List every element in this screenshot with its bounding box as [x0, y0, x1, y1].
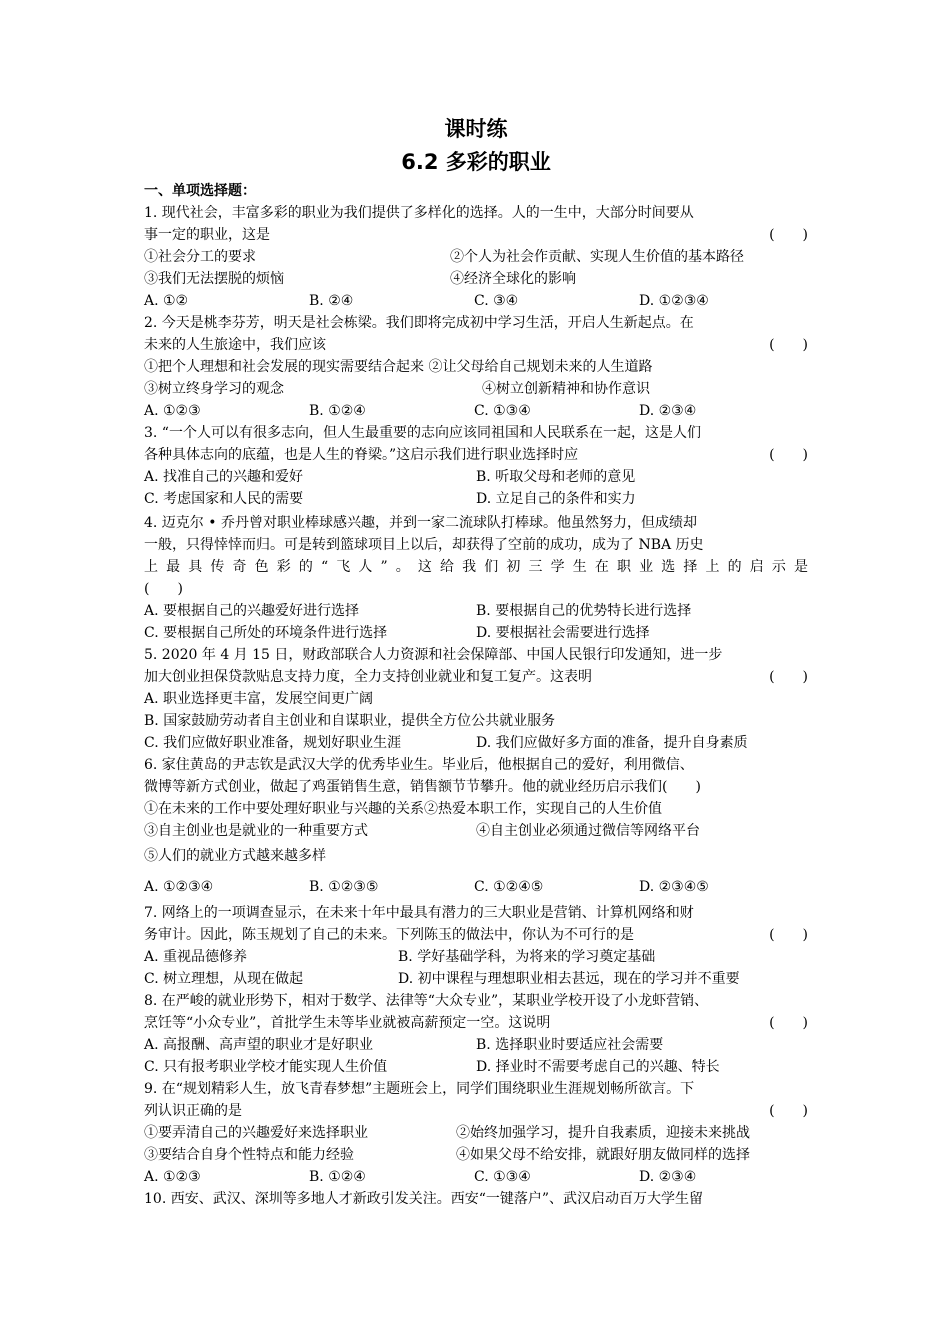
choice-a: A. 重视品德修养	[144, 949, 248, 965]
question-stem: 3. “一个人可以有很多志向，但人生最重要的志向应该同祖国和人民联系在一起，这是人们	[144, 425, 701, 441]
choice-b: B. 要根据自己的优势特长进行选择	[476, 603, 692, 619]
choice-a: A. ①②	[144, 293, 189, 309]
question-5	[144, 644, 808, 754]
question-10	[144, 1188, 808, 1210]
choice-a: A. ①②③	[144, 1169, 201, 1185]
choice-c: C. 只有报考职业学校才能实现人生价值	[144, 1059, 388, 1075]
option-item: ③要结合自身个性特点和能力经验	[144, 1147, 354, 1163]
question-2	[144, 312, 808, 422]
option-item: ③自主创业也是就业的一种重要方式	[144, 823, 368, 839]
choice-c: C. 我们应做好职业准备，规划好职业生涯	[144, 735, 402, 751]
choice-c: C. ①③④	[474, 1169, 531, 1185]
answer-blank: ( )	[769, 669, 808, 685]
choice-d: D. ①②③④	[639, 293, 709, 309]
question-stem: 5. 2020 年 4 月 15 日，财政部联合人力资源和社会保障部、中国人民银行印发通知，进一步	[144, 647, 723, 663]
answer-blank: ( )	[769, 337, 808, 353]
choice-b: B. 国家鼓励劳动者自主创业和自谋职业，提供全方位公共就业服务	[144, 713, 556, 729]
question-stem: 事一定的职业，这是	[144, 227, 270, 243]
question-stem: 4. 迈克尔 • 乔丹曾对职业棒球感兴趣，并到一家二流球队打棒球。他虽然努力，但成绩却	[144, 515, 697, 531]
choice-b: B. ①②③⑤	[309, 879, 379, 895]
choice-c: C. ①③④	[474, 403, 531, 419]
option-item: ①把个人理想和社会发展的现实需要结合起来 ②让父母给自己规划未来的人生道路	[144, 359, 653, 375]
option-item: ④如果父母不给安排，就跟好朋友做同样的选择	[456, 1147, 750, 1163]
choice-d: D. 择业时不需要考虑自己的兴趣、特长	[476, 1059, 720, 1075]
choice-a: A. 职业选择更丰富，发展空间更广阔	[144, 691, 374, 707]
question-stem: 加大创业担保贷款贴息支持力度，全力支持创业就业和复工复产。这表明	[144, 669, 592, 685]
question-stem: 务审计。因此，陈玉规划了自己的未来。下列陈玉的做法中，你认为不可行的是	[144, 927, 634, 943]
option-item: ④经济全球化的影响	[450, 271, 576, 287]
question-stem: 一般，只得悻悻而归。可是转到篮球项目上以后，却获得了空前的成功，成为了 NBA 历史	[144, 537, 704, 553]
question-6	[144, 754, 808, 898]
answer-blank: ( )	[769, 1103, 808, 1119]
worksheet-page	[144, 112, 808, 1210]
choice-a: A. ①②③④	[144, 879, 214, 895]
question-stem: 上最具传奇色彩的“飞人”。这给我们初三学生在职业选择上的启示是	[144, 559, 808, 575]
option-item: ④自主创业必须通过微信等网络平台	[476, 823, 700, 839]
answer-blank: ( )	[769, 1015, 808, 1031]
choice-c: C. 考虑国家和人民的需要	[144, 491, 304, 507]
section-heading: 一、单项选择题：	[144, 183, 256, 199]
choice-b: B. ②④	[309, 293, 354, 309]
question-stem: 6. 家住黄岛的尹志钦是武汉大学的优秀毕业生。毕业后，他根据自己的爱好，利用微信、	[144, 757, 694, 773]
option-item: ②始终加强学习，提升自我素质，迎接未来挑战	[456, 1125, 750, 1141]
option-item: ①在未来的工作中要处理好职业与兴趣的关系②热爱本职工作，实现自己的人生价值	[144, 801, 662, 817]
choice-d: D. 要根据社会需要进行选择	[476, 625, 650, 641]
choice-a: A. 找准自己的兴趣和爱好	[144, 469, 304, 485]
question-8	[144, 990, 808, 1078]
question-stem: 1. 现代社会，丰富多彩的职业为我们提供了多样化的选择。人的一生中，大部分时间要从	[144, 205, 694, 221]
question-3	[144, 422, 808, 510]
question-stem: 10. 西安、武汉、深圳等多地人才新政引发关注。西安“一键落户”、武汉启动百万大学生留	[144, 1191, 704, 1207]
question-stem: 2. 今天是桃李芬芳，明天是社会栋梁。我们即将完成初中学习生活，开启人生新起点。在	[144, 315, 694, 331]
question-stem: 微博等新方式创业，做起了鸡蛋销售生意，销售额节节攀升。他的就业经历启示我们( )	[144, 779, 701, 795]
choice-d: D. 立足自己的条件和实力	[476, 491, 636, 507]
choice-c: C. ①②④⑤	[474, 879, 544, 895]
option-item: ②个人为社会作贡献、实现人生价值的基本路径	[450, 249, 744, 265]
question-stem: 列认识正确的是	[144, 1103, 242, 1119]
option-item: ①社会分工的要求	[144, 249, 256, 265]
choice-c: C. 树立理想，从现在做起	[144, 971, 304, 987]
option-item: ③树立终身学习的观念	[144, 381, 284, 397]
answer-blank: ( )	[144, 581, 183, 597]
question-stem: 8. 在严峻的就业形势下，相对于数学、法律等“大众专业”，某职业学校开设了小龙虾营销、	[144, 993, 709, 1009]
choice-d: D. 初中课程与理想职业相去甚远，现在的学习并不重要	[398, 971, 740, 987]
choice-a: A. ①②③	[144, 403, 201, 419]
question-7	[144, 902, 808, 990]
question-stem: 9. 在“规划精彩人生，放飞青春梦想”主题班会上，同学们围绕职业生涯规划畅所欲言。下	[144, 1081, 695, 1097]
question-4	[144, 512, 808, 644]
choice-d: D. ②③④⑤	[639, 879, 709, 895]
choice-a: A. 高报酬、高声望的职业才是好职业	[144, 1037, 374, 1053]
choice-b: B. 学好基础学科，为将来的学习奠定基础	[398, 949, 656, 965]
choice-d: D. 我们应做好多方面的准备，提升自身素质	[476, 735, 748, 751]
choice-a: A. 要根据自己的兴趣爱好进行选择	[144, 603, 360, 619]
question-1	[144, 202, 808, 312]
choice-b: B. ①②④	[309, 403, 366, 419]
option-item: ①要弄清自己的兴趣爱好来选择职业	[144, 1125, 368, 1141]
option-item: ③我们无法摆脱的烦恼	[144, 271, 284, 287]
choice-d: D. ②③④	[639, 403, 697, 419]
choice-c: C. ③④	[474, 293, 519, 309]
choice-b: B. 选择职业时要适应社会需要	[476, 1037, 664, 1053]
question-stem: 7. 网络上的一项调查显示，在未来十年中最具有潜力的三大职业是营销、计算机网络和财	[144, 905, 694, 921]
choice-d: D. ②③④	[639, 1169, 697, 1185]
choice-c: C. 要根据自己所处的环境条件进行选择	[144, 625, 388, 641]
question-stem: 各种具体志向的底蕴，也是人生的脊梁。”这启示我们进行职业选择时应	[144, 447, 579, 463]
answer-blank: ( )	[769, 447, 808, 463]
option-item: ⑤人们的就业方式越来越多样	[144, 848, 326, 864]
answer-blank: ( )	[769, 227, 808, 243]
choice-b: B. 听取父母和老师的意见	[476, 469, 636, 485]
choice-b: B. ①②④	[309, 1169, 366, 1185]
option-item: ④树立创新精神和协作意识	[482, 381, 650, 397]
question-9	[144, 1078, 808, 1188]
question-stem: 未来的人生旅途中，我们应该	[144, 337, 326, 353]
question-stem: 烹饪等“小众专业”，首批学生未等毕业就被高薪预定一空。这说明	[144, 1015, 551, 1031]
lesson-title: 6.2 多彩的职业	[401, 150, 551, 174]
page-title: 课时练	[444, 117, 508, 141]
answer-blank: ( )	[769, 927, 808, 943]
